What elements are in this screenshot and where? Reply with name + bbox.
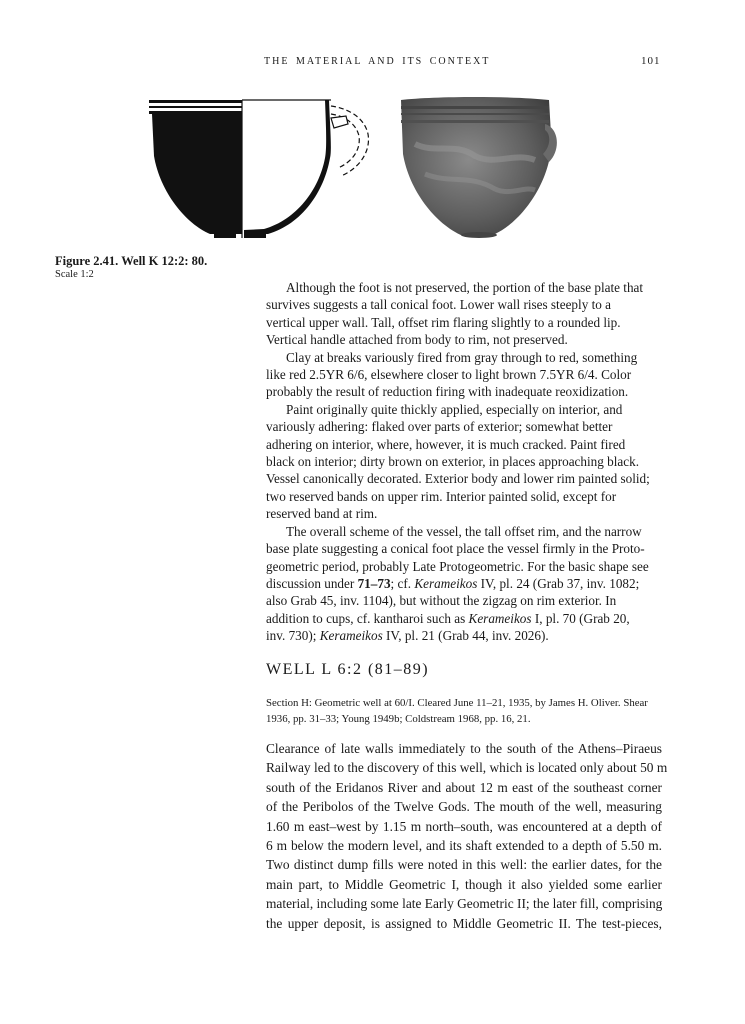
text-line: south of the Eridanos River and about 12 m east of the southeast corner	[266, 779, 662, 795]
text-line: the upper deposit, is assigned to Middle Geometric II. The test-pieces,	[266, 915, 662, 931]
page-number: 101	[641, 55, 661, 67]
well-description	[266, 739, 668, 933]
cross-reference: 71–73	[357, 575, 391, 591]
paragraph: The overall scheme of the vessel, the tall offset rim, and the narrow base plate suggesting a conical foot place the vessel firmly in the Proto-geometric period, probably Late Protogeometric. For the basic shape see discussion under 71–73; cf. Kerameikos IV, pl. 24 (Grab 37, inv. 1082; also Grab 45, inv. 1104), but without the zigzag on rim exterior. In addition to cups, cf. kantharoi such as Kerameikos I, pl. 70 (Grab 20, inv. 730); Kerameikos IV, pl. 21 (Grab 44, inv. 2026).	[266, 523, 649, 644]
paragraph: Paint originally quite thickly applied, especially on interior, and variously adhering: flaked over parts of exterior; somewhat better adhering on interior, where, however, it is much cracked. Paint fired black on interior; dirty brown on exterior, in places approaching black. Vessel canonically decorated. Exterior body and lower rim painted solid; two reserved bands on upper rim. Interior painted solid, except for reserved band at rim.	[266, 401, 650, 522]
paragraph: Although the foot is not preserved, the portion of the base plate that survives suggests a tall conical foot. Lower wall rises steeply to a vertical upper wall. Tall, offset rim flaring slightly to a rounded lip. Vertical handle attached from body to rim, not preserved.	[266, 280, 644, 348]
figure-caption-scale: Scale 1:2	[55, 269, 94, 280]
text-line: Railway led to the discovery of this well, which is located only about 50 m	[266, 760, 668, 776]
paragraph: Clay at breaks variously fired from gray through to red, something like red 2.5YR 6/6, elsewhere closer to light brown 7.5YR 6/4. Color probably the result of reduction firing with inadequate reoxidization.	[266, 349, 638, 400]
figure-caption	[55, 254, 207, 282]
section-note: Section H: Geometric well at 60/I. Cleared June 11–21, 1935, by James H. Oliver. Shear 1936, pp. 31–33; Young 1949b; Coldstream 1968, pp. 16, 21.	[266, 697, 648, 725]
text-line: material, including some late Early Geometric II; the later fill, comprising	[266, 896, 663, 912]
text-line: main part, to Middle Geometric I, though it also yielded some earlier	[266, 876, 662, 892]
cup-profile-drawing	[146, 96, 378, 240]
text-line: Clearance of late walls immediately to the south of the Athens–Piraeus	[266, 741, 662, 756]
text-line: of the Peribolos of the Twelve Gods. The mouth of the well, measuring	[266, 799, 662, 815]
cup-photograph	[395, 94, 561, 240]
catalogue-entry-text	[266, 279, 651, 645]
text-line: Two distinct dump fills were noted in this well: the earlier dates, for the	[266, 857, 662, 873]
running-head: THE MATERIAL AND ITS CONTEXT	[264, 56, 491, 67]
text-line: 1.60 m east–west by 1.15 m north–south, was encountered at a depth of	[266, 818, 662, 834]
text-line: 6 m below the modern level, and its shaft extended to a depth of 5.50 m.	[266, 838, 662, 854]
section-heading: WELL L 6:2 (81–89)	[266, 661, 430, 678]
figure-caption-title: Figure 2.41. Well K 12:2: 80.	[55, 254, 208, 268]
